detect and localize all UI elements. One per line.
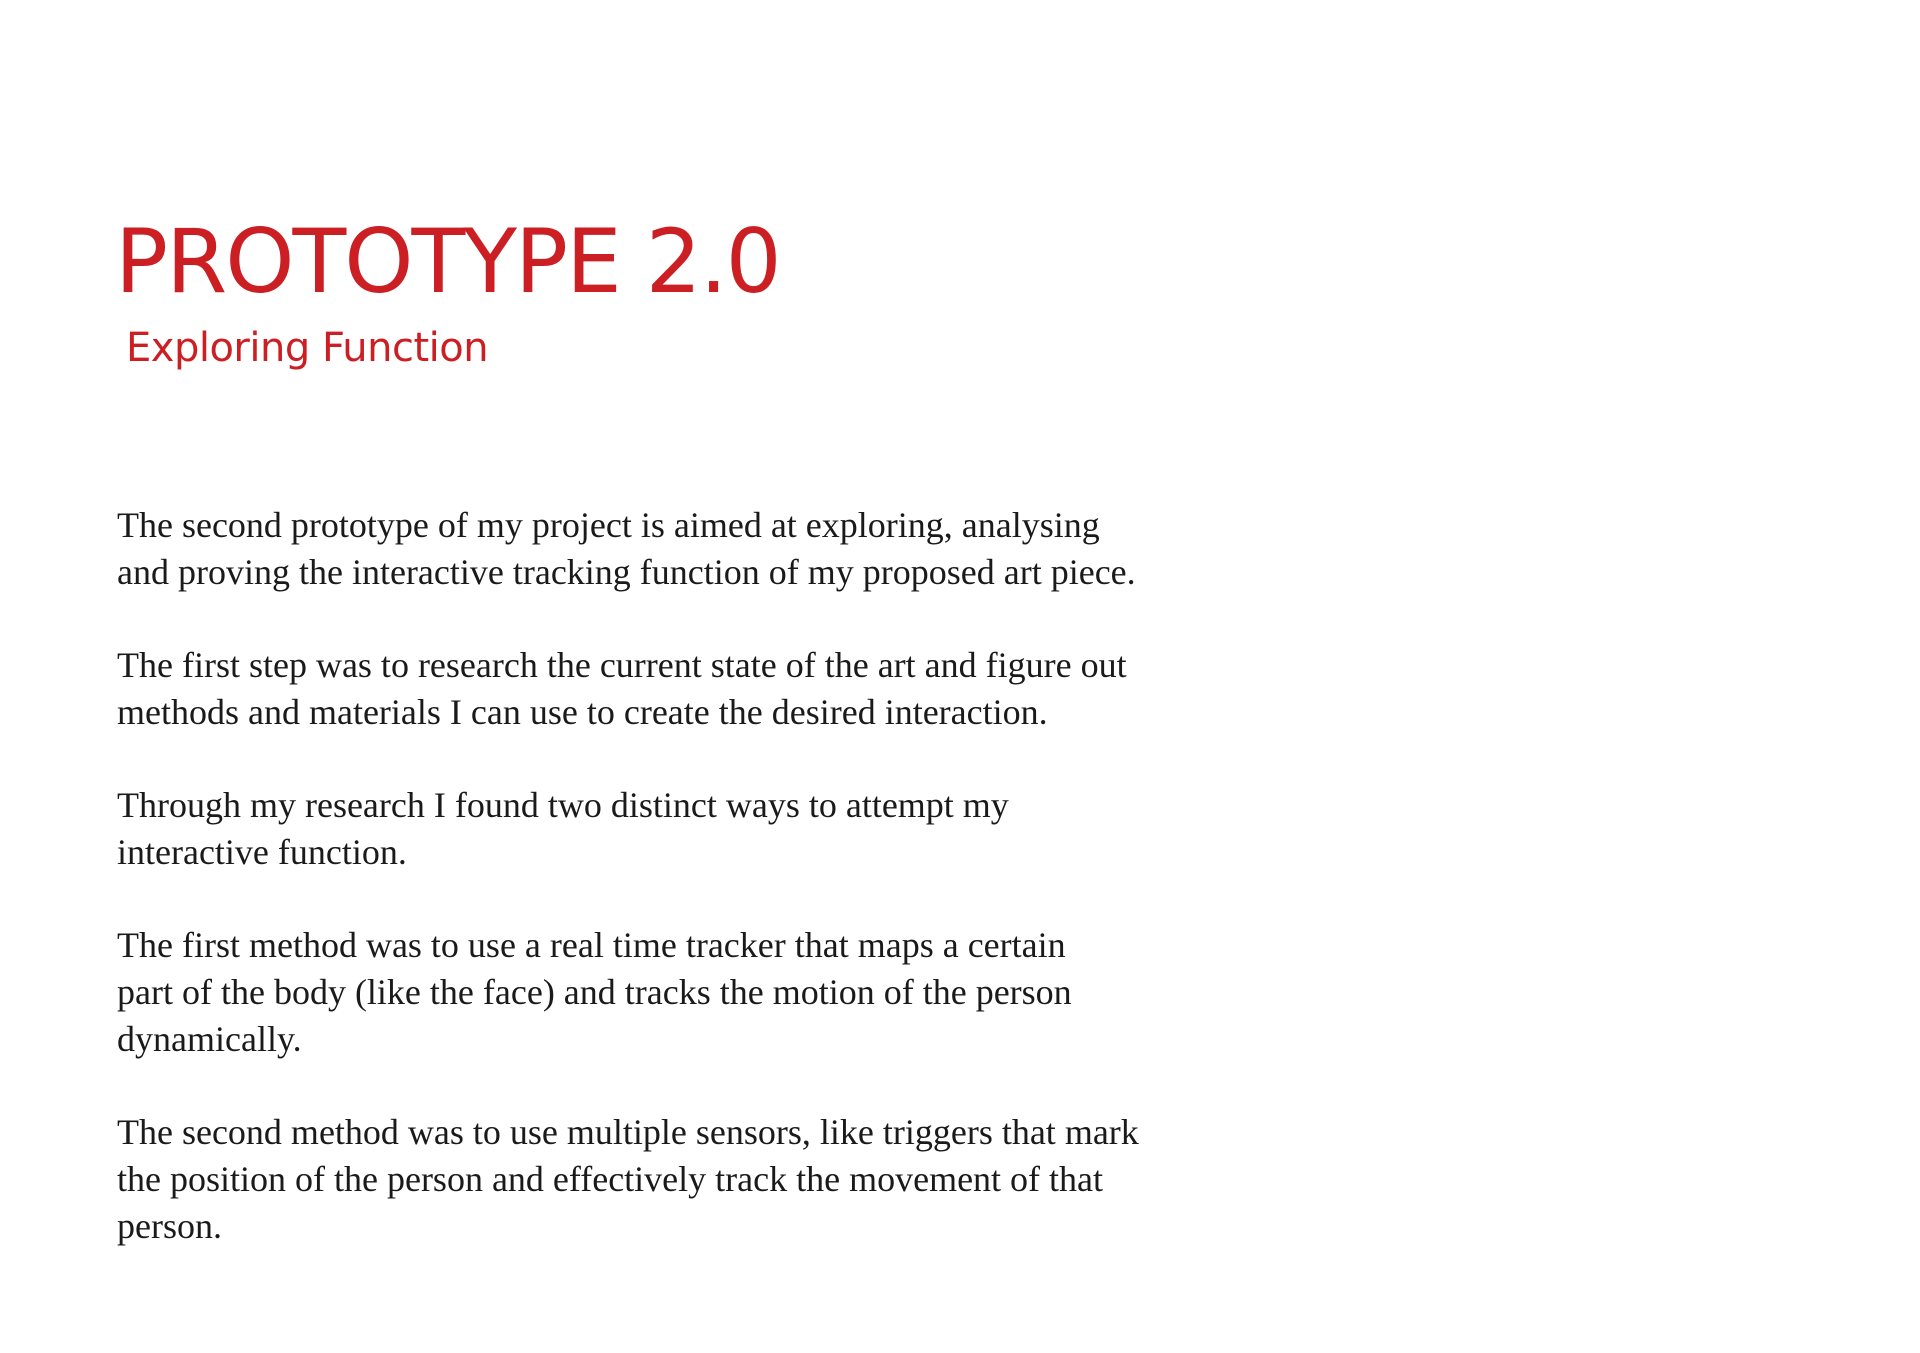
page-title: PROTOTYPE 2.0 [115, 210, 780, 313]
paragraph-line: The first step was to research the current state of the art and figure out [117, 645, 1127, 685]
paragraph-line: dynamically. [117, 1019, 302, 1059]
paragraph-line: The second method was to use multiple sensors, like triggers that mark [117, 1112, 1139, 1152]
paragraph-line: The first method was to use a real time tracker that maps a certain [117, 925, 1066, 965]
page-subtitle: Exploring Function [126, 325, 489, 371]
paragraph-intro [117, 502, 1267, 596]
paragraph-line: and proving the interactive tracking function of my proposed art piece. [117, 552, 1136, 592]
paragraph-line: interactive function. [117, 832, 407, 872]
paragraph-first-step [117, 642, 1267, 736]
paragraph-research [117, 782, 1267, 876]
paragraph-second-method [117, 1109, 1267, 1250]
paragraph-line: Through my research I found two distinct ways to attempt my [117, 785, 1009, 825]
paragraph-first-method [117, 922, 1267, 1063]
paragraph-line: methods and materials I can use to create the desired interaction. [117, 692, 1048, 732]
paragraph-line: The second prototype of my project is aimed at exploring, analysing [117, 505, 1100, 545]
paragraph-line: person. [117, 1206, 222, 1246]
body-text [117, 502, 1267, 1296]
paragraph-line: the position of the person and effectively track the movement of that [117, 1159, 1104, 1199]
paragraph-line: part of the body (like the face) and tracks the motion of the person [117, 972, 1072, 1012]
